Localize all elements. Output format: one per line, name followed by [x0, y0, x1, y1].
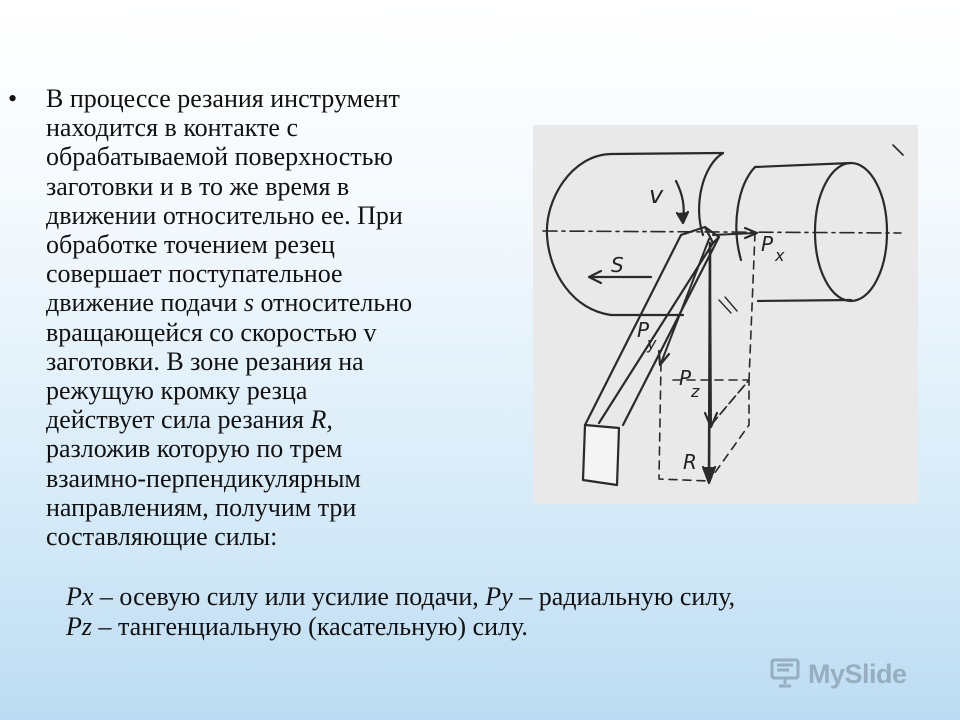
cutting-forces-figure: [533, 125, 918, 504]
bullet-marker: •: [8, 84, 18, 113]
workpiece-left-end: [547, 154, 611, 315]
text-run: – радиальную силу,: [512, 582, 736, 611]
paragraph-line: разложив которую по трем: [46, 434, 343, 464]
step-arc: [736, 167, 755, 260]
step-shoulder: [699, 153, 723, 235]
px-symbol: Px: [66, 582, 94, 611]
main-paragraph: [46, 84, 516, 551]
corner-mark: [893, 145, 903, 155]
label-py-sub: y: [647, 334, 657, 353]
paragraph-line: режущую кромку резца: [46, 376, 308, 406]
paragraph-line: В процессе резания инструмент: [46, 84, 400, 113]
text-run: – тангенциальную (касательную) силу.: [92, 612, 528, 641]
components-line: [66, 612, 946, 642]
paragraph-line: заготовки и в то же время в: [46, 171, 350, 201]
force-components: [66, 582, 946, 642]
paragraph-line: заготовки. В зоне резания на: [46, 346, 364, 376]
text-run: относительно: [253, 288, 413, 318]
label-pz: P: [679, 366, 692, 390]
label-v: v: [649, 181, 664, 209]
paragraph-line: составляющие силы:: [46, 522, 278, 552]
label-px: P: [761, 232, 774, 256]
dashed-projection: [709, 380, 749, 481]
text-run: – осевую силу или усилие подачи,: [93, 582, 486, 611]
text-run: движение подачи: [46, 288, 244, 318]
paragraph-line: находится в контакте с: [46, 113, 298, 143]
paragraph-line: обрабатываемой поверхностью: [46, 142, 393, 172]
workpiece-top-edge: [611, 153, 723, 154]
paragraph-line: [46, 288, 516, 317]
label-pz-sub: z: [691, 382, 700, 401]
paragraph-line: [46, 405, 516, 434]
small-cylinder-top: [755, 163, 851, 167]
paragraph-line: обработке точением резец: [46, 230, 335, 260]
velocity-arrowhead: [677, 212, 688, 223]
px-arrow: [713, 233, 755, 235]
py-symbol: Py: [485, 582, 513, 611]
label-s: S: [611, 253, 624, 277]
center-axis: [543, 231, 901, 233]
cutting-diagram: [533, 125, 918, 504]
label-px-sub: x: [775, 246, 785, 265]
tool-left-edge: [585, 235, 681, 425]
myslide-watermark: [768, 656, 907, 692]
feed-symbol: s: [243, 288, 254, 318]
tool-end-face: [583, 425, 619, 485]
force-symbol: R,: [310, 405, 333, 435]
text-run: действует сила резания: [46, 405, 311, 435]
watermark-text: MySlide: [808, 658, 907, 689]
resultant-arrow: [709, 243, 710, 481]
components-line: [66, 582, 946, 612]
label-py: P: [637, 318, 650, 342]
paragraph-line: вращающейся со скоростью v: [46, 317, 377, 347]
small-cylinder-bottom: [758, 300, 851, 301]
paragraph-line: движении относительно ее. При: [46, 200, 403, 230]
paragraph-line: направлениям, получим три: [46, 492, 357, 522]
py-arrow: [661, 239, 709, 363]
label-r: R: [683, 450, 697, 474]
hatch-marks: [719, 297, 737, 313]
pz-symbol: Pz: [66, 612, 92, 641]
paragraph-line: совершает поступательное: [46, 259, 343, 289]
paragraph-line: взаимно-перпендикулярным: [46, 463, 361, 493]
projector-screen-icon: [768, 655, 802, 694]
